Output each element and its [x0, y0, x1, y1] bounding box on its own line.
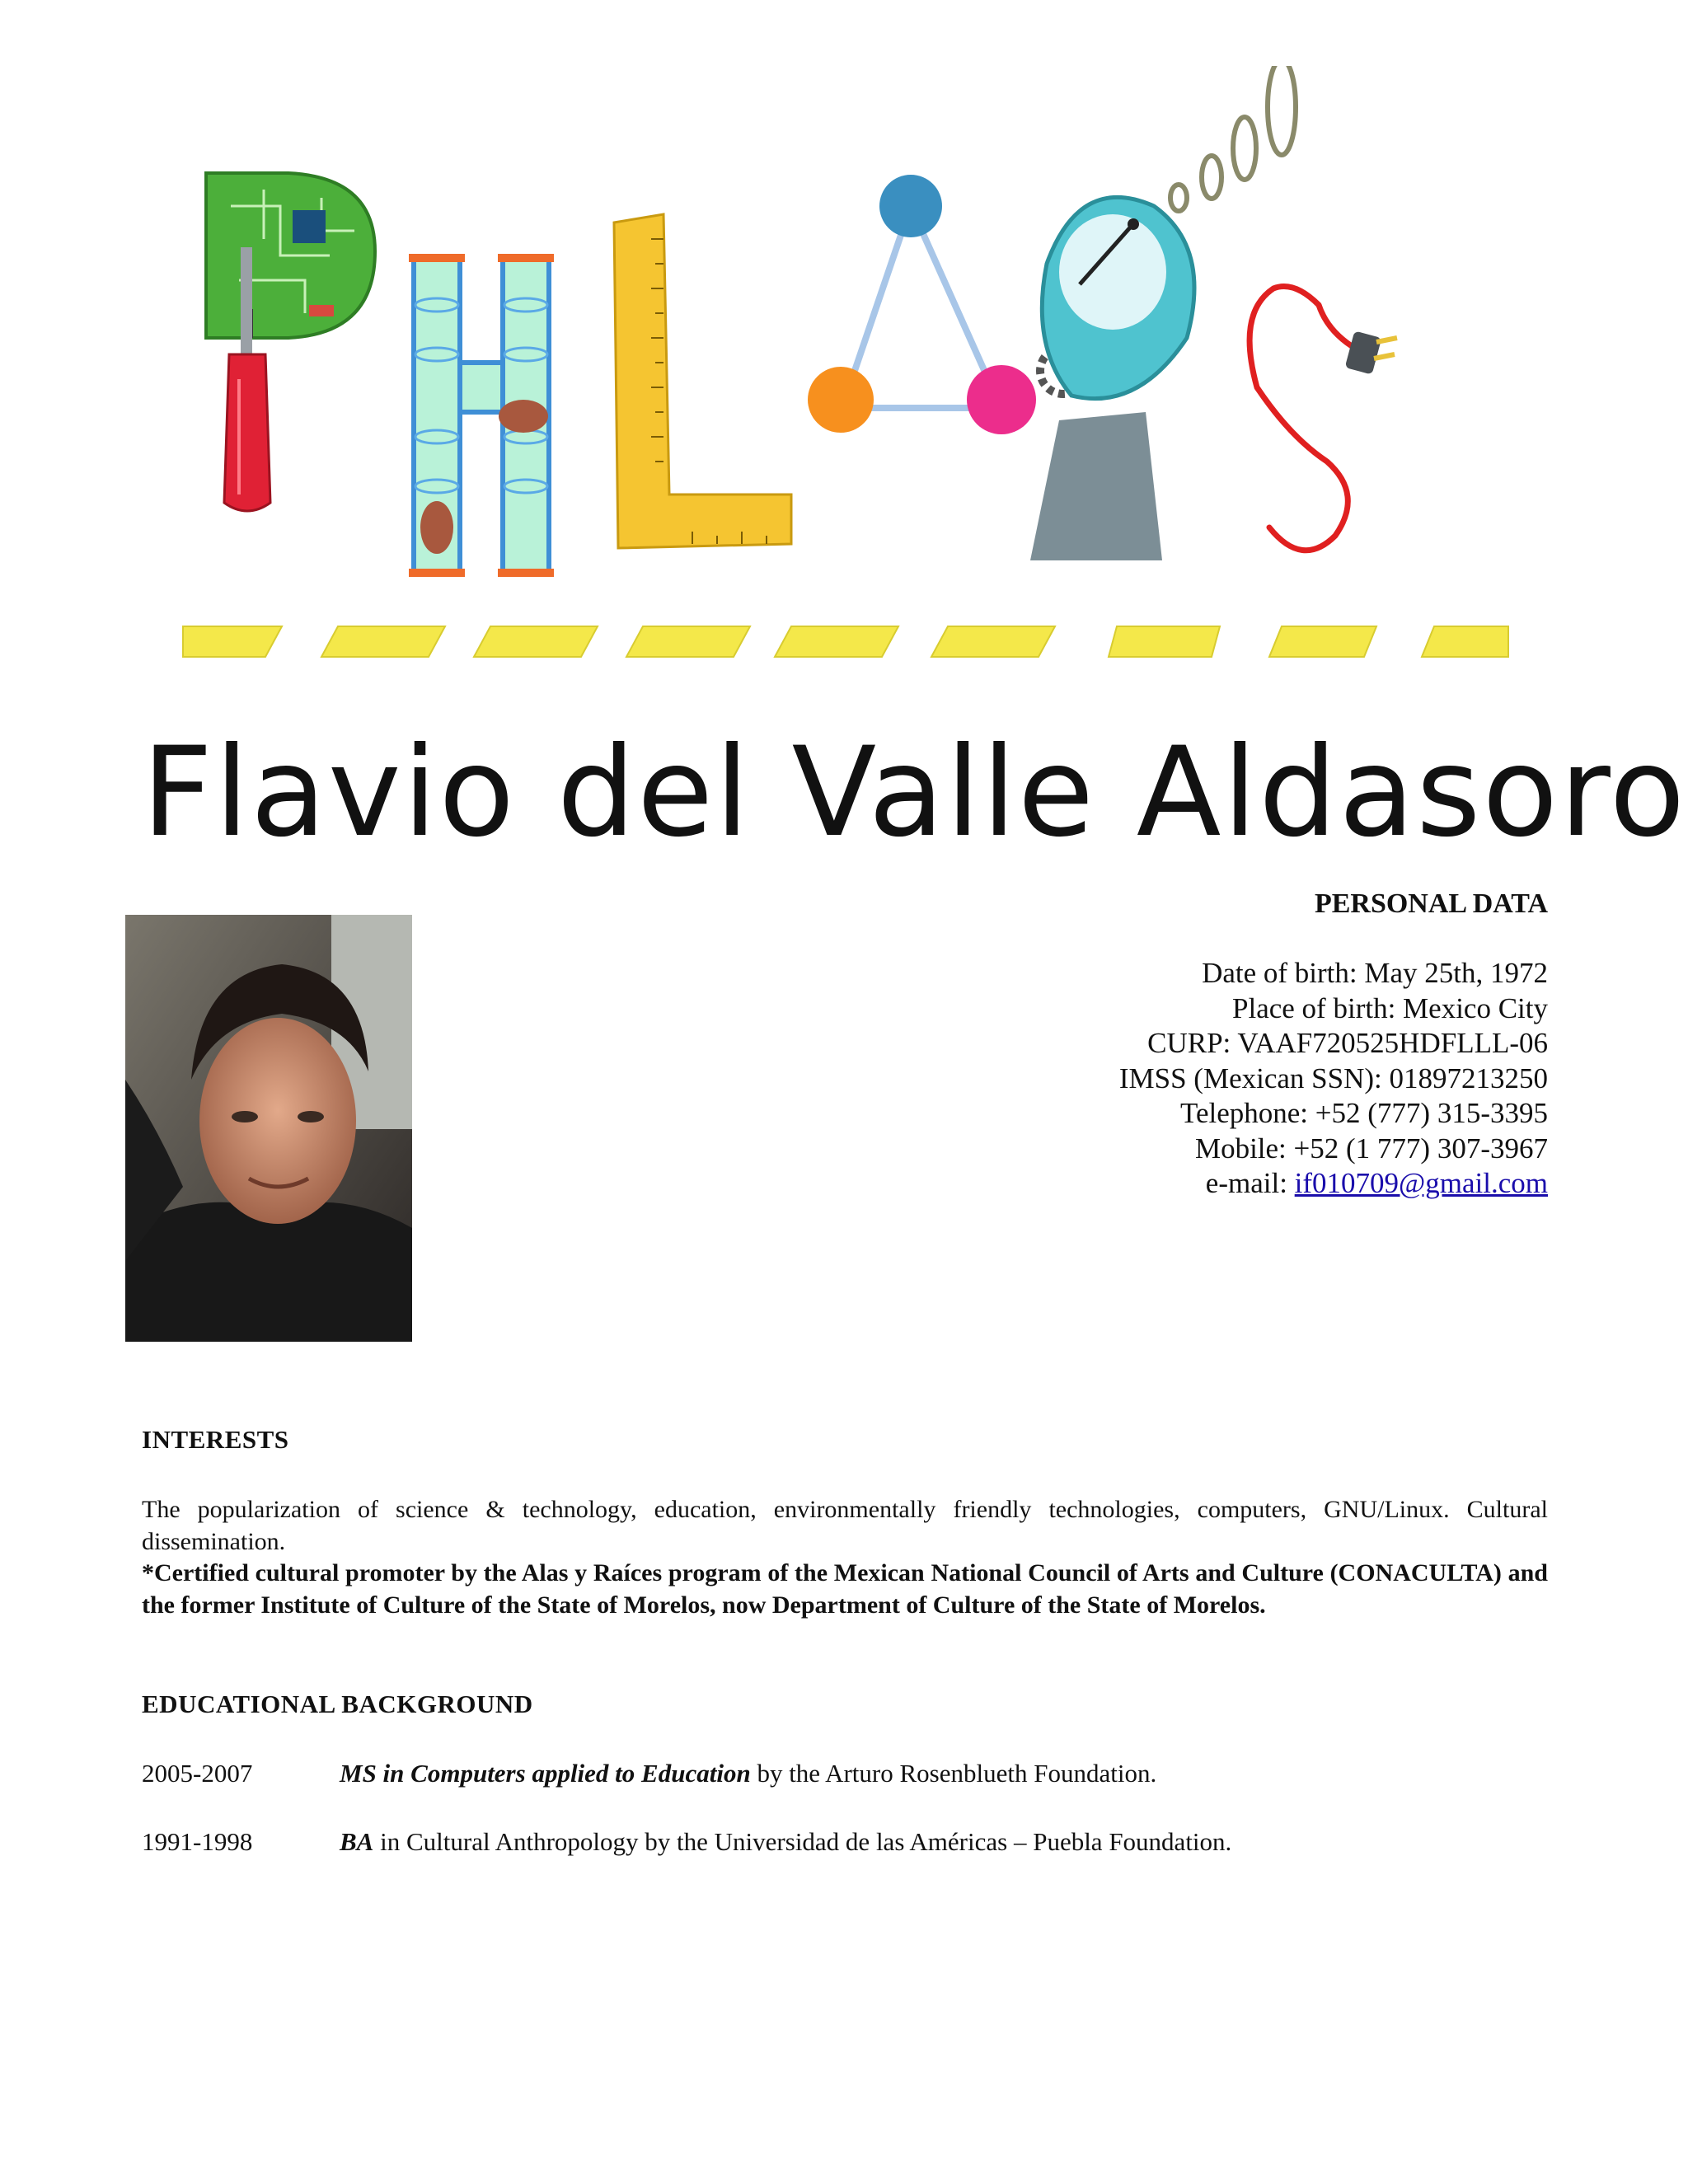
logo-letter-h — [409, 254, 554, 577]
imss: IMSS (Mexican SSN): 01897213250 — [1118, 1062, 1548, 1094]
education-degree: MS in Computers applied to Education — [340, 1759, 751, 1788]
place-of-birth: Place of birth: Mexico City — [1232, 991, 1548, 1024]
education-item — [142, 1759, 1156, 1788]
personal-data-list — [1119, 956, 1548, 1202]
education-years: 2005-2007 — [142, 1759, 253, 1788]
curp: CURP: VAAF720525HDFLLL-06 — [1147, 1027, 1548, 1059]
telephone: Telephone: +52 (777) 315-3395 — [1180, 1097, 1548, 1129]
logo-letter-p — [206, 173, 375, 511]
email-label: e-mail: — [1205, 1167, 1287, 1199]
email-row — [1119, 1166, 1548, 1202]
education-institution: in Cultural Anthropology by the Universidad de las Américas – Puebla Foundation. — [373, 1827, 1232, 1856]
phlabs-logo — [165, 66, 1525, 676]
date-of-birth: Date of birth: May 25th, 1972 — [1202, 957, 1548, 989]
profile-photo — [125, 915, 412, 1342]
education-years: 1991-1998 — [142, 1827, 253, 1856]
email-link[interactable]: if010709@gmail.com — [1294, 1167, 1548, 1199]
interests-certification: *Certified cultural promoter by the Alas y Raíces program of the Mexican National Council of Arts and Culture (CONACULTA) and the former Institute of Culture of the State of Morelos, now Department of Culture of the State of Morelos. — [142, 1559, 1548, 1619]
interests-heading: INTERESTS — [142, 1425, 289, 1454]
logo-stripes — [183, 626, 1508, 657]
mobile: Mobile: +52 (1 777) 307-3967 — [1194, 1132, 1548, 1165]
person-name: Flavio del Valle Aldasoro — [142, 721, 1687, 865]
logo-letter-a — [808, 175, 1036, 434]
education-heading: EDUCATIONAL BACKGROUND — [142, 1690, 533, 1718]
education-institution: by the Arturo Rosenblueth Foundation. — [750, 1759, 1157, 1788]
education-item — [142, 1827, 1231, 1857]
personal-data-heading: PERSONAL DATA — [1314, 888, 1548, 919]
interests-text: The popularization of science & technology, education, environmentally friendly technologies, computers, GNU/Linux. Cultural dissemination. — [142, 1496, 1548, 1555]
education-degree: BA — [340, 1827, 374, 1856]
logo-letter-l — [614, 214, 791, 548]
interests-body — [142, 1494, 1548, 1621]
logo-letter-s — [1250, 287, 1397, 551]
